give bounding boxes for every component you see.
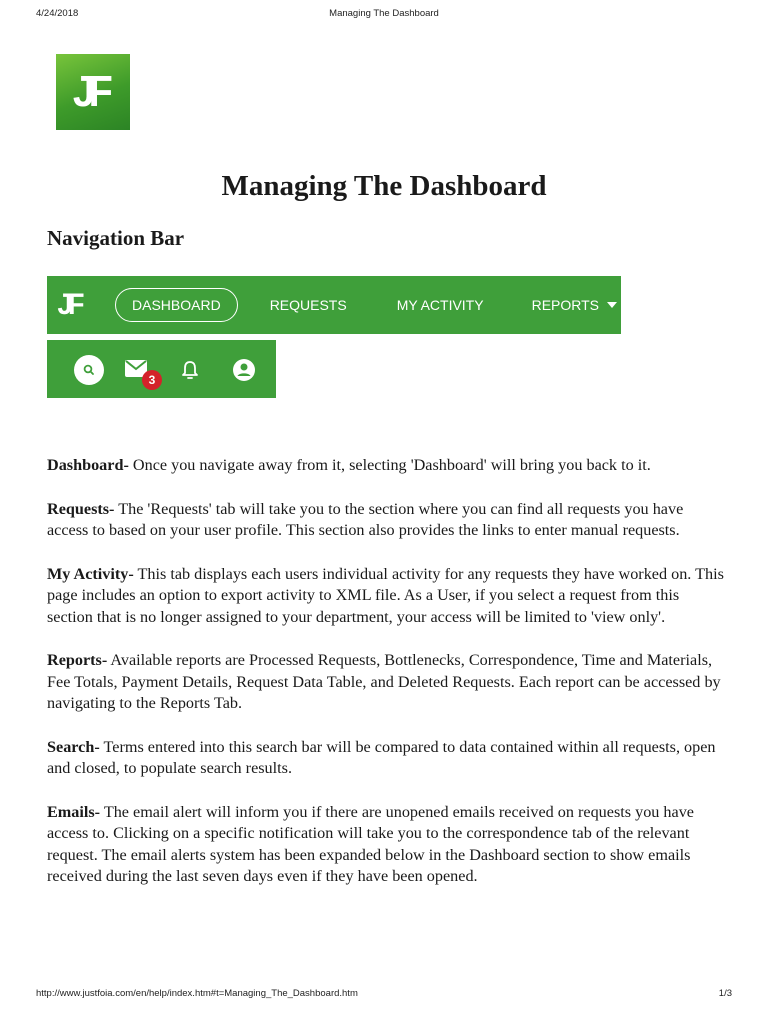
bell-icon [179, 358, 201, 382]
email-count-badge: 3 [142, 370, 162, 390]
search-icon [74, 355, 104, 385]
navbar-logo[interactable]: JF [57, 288, 81, 321]
search-button[interactable] [74, 355, 104, 385]
term-reports: Reports- [47, 651, 108, 669]
notifications-button[interactable] [179, 358, 201, 382]
description-emails: The email alert will inform you if there are unopened emails received on requests you have access to. Clicking on a specific notification will take you to the correspondence tab of the relevant request. The email alerts system has been expanded below in the Dashboard section to show emails received during the last seven days even if they have been opened. [47, 802, 694, 885]
nav-tab-requests[interactable]: REQUESTS [269, 297, 347, 313]
description-my-activity: This tab displays each users individual activity for any requests they have worked on. This page includes an option to export activity to XML file. As a User, if you select a request from this section that is no longer assigned to your department, your access will be limited to 'view only'. [47, 564, 724, 626]
user-profile-button[interactable] [232, 358, 256, 382]
chevron-down-icon [607, 302, 617, 308]
print-date: 4/24/2018 [36, 8, 79, 19]
document-body [47, 455, 727, 910]
term-emails: Emails- [47, 802, 101, 821]
term-search: Search- [47, 737, 100, 756]
icon-bar [47, 340, 276, 398]
logo-text: JF [73, 67, 107, 116]
paragraph-my-activity [47, 564, 727, 629]
page-number: 1/3 [718, 988, 732, 999]
term-dashboard: Dashboard- [47, 456, 129, 474]
term-requests: Requests- [47, 499, 115, 518]
term-my-activity: My Activity- [47, 564, 134, 583]
paragraph-requests [47, 499, 727, 542]
paragraph-reports [47, 650, 727, 715]
paragraph-emails [47, 802, 727, 888]
page-title: Managing The Dashboard [221, 170, 547, 202]
user-icon [232, 358, 256, 382]
nav-tab-reports-label: REPORTS [531, 297, 600, 313]
section-title: Navigation Bar [47, 226, 185, 250]
description-dashboard: Once you navigate away from it, selecting 'Dashboard' will bring you back to it. [128, 456, 651, 474]
nav-tab-my-activity[interactable]: MY ACTIVITY [396, 297, 484, 313]
nav-tab-dashboard[interactable]: DASHBOARD [115, 288, 238, 322]
paragraph-search [47, 737, 727, 780]
description-search: Terms entered into this search bar will be compared to data contained within all requests, open and closed, to populate search results. [47, 737, 716, 777]
description-reports: Available reports are Processed Requests, Bottlenecks, Correspondence, Time and Materials, Fee Totals, Payment Details, Request Data Table, and Deleted Requests. Each report can be accessed by navigating to the Reports Tab. [47, 651, 721, 712]
justfoia-logo [56, 54, 130, 130]
footer-url: http://www.justfoia.com/en/help/index.htm#t=Managing_The_Dashboard.htm [36, 988, 358, 999]
paragraph-dashboard [47, 455, 727, 477]
nav-tab-reports[interactable] [532, 297, 617, 313]
navigation-bar [47, 276, 621, 334]
print-header-title: Managing The Dashboard [329, 8, 439, 19]
description-requests: The 'Requests' tab will take you to the section where you can find all requests you have access to based on your user profile. This section also provides the links to enter manual requests. [47, 499, 684, 539]
